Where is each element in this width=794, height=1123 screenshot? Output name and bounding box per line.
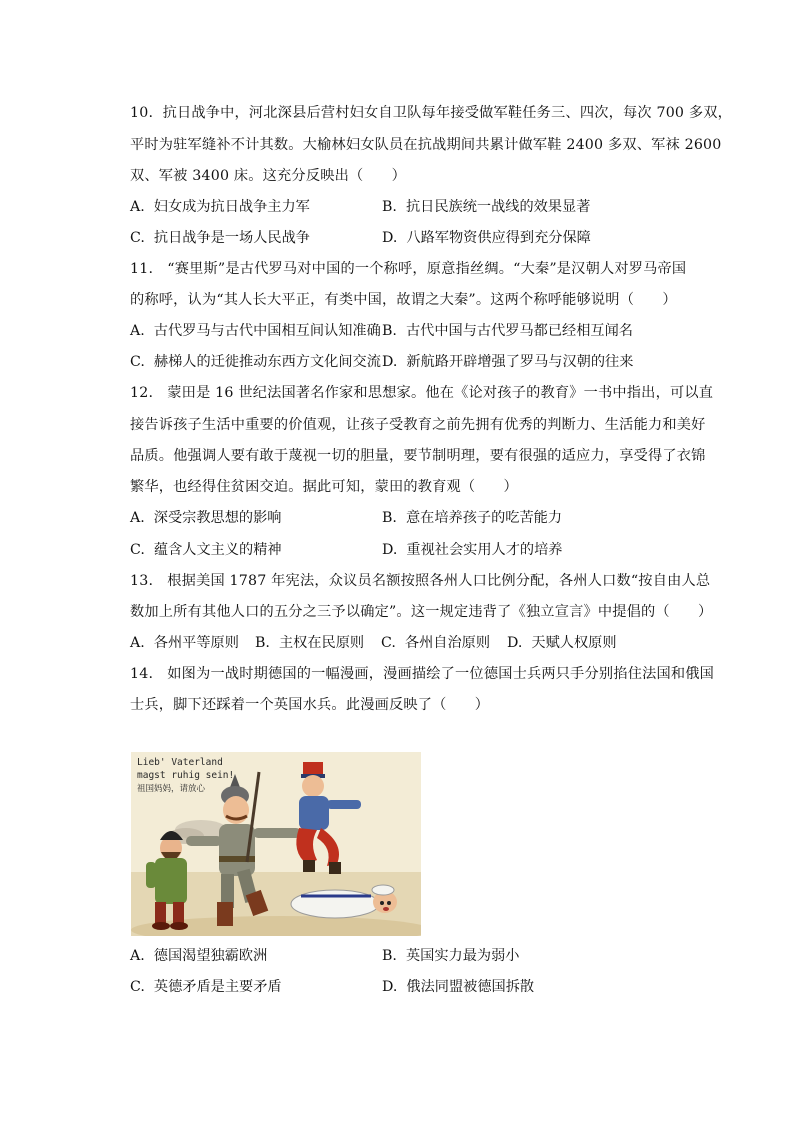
q14-line-2: 士兵，脚下还踩着一个英国水兵。此漫画反映了（ ） — [130, 697, 490, 713]
caption-line-3: 祖国妈妈，请放心 — [137, 784, 206, 794]
q11-line-1: 11. “赛里斯”是古代罗马对中国的一个称呼，原意指丝绸。“大秦”是汉朝人对罗马帝国 — [130, 261, 687, 277]
q10-option-c[interactable]: C. 抗日战争是一场人民战争 — [130, 230, 310, 246]
q11-option-d[interactable]: D. 新航路开辟增强了罗马与汉朝的往来 — [382, 354, 634, 370]
q10-line-1: 10. 抗日战争中，河北深县后营村妇女自卫队每年接受做军鞋任务三、四次，每次 700 多双， — [130, 105, 733, 121]
q12-line-3: 品质。他强调人要有敢于蔑视一切的胆量，要节制明理，要有很强的适应力，享受得了衣锦 — [130, 448, 706, 464]
caption-line-1: Lieb' Vaterland — [137, 757, 223, 768]
q11-line-2: 的称呼，认为“其人长大平正，有类中国，故谓之大秦”。这两个称呼能够说明（ ） — [130, 292, 677, 308]
q13-option-d[interactable]: D. 天赋人权原则 — [507, 635, 617, 651]
caption-line-2: magst ruhig sein! — [137, 770, 235, 781]
q12-option-b[interactable]: B. 意在培养孩子的吃苦能力 — [382, 510, 563, 526]
q13-option-b[interactable]: B. 主权在民原则 — [255, 635, 365, 651]
q11-option-b[interactable]: B. 古代中国与古代罗马都已经相互闻名 — [382, 323, 633, 339]
ww1-german-cartoon — [131, 752, 421, 936]
q10-option-d[interactable]: D. 八路军物资供应得到充分保障 — [382, 230, 591, 246]
q12-line-2: 接告诉孩子生活中重要的价值观，让孩子受教育之前先拥有优秀的判断力、生活能力和美好 — [130, 417, 706, 433]
q13-option-a[interactable]: A. 各州平等原则 — [130, 635, 239, 651]
q13-option-c[interactable]: C. 各州自治原则 — [381, 635, 491, 651]
q14-option-d[interactable]: D. 俄法同盟被德国拆散 — [382, 979, 535, 995]
q14-option-c[interactable]: C. 英德矛盾是主要矛盾 — [130, 979, 282, 995]
q12-option-a[interactable]: A. 深受宗教思想的影响 — [130, 510, 282, 526]
q11-option-a[interactable]: A. 古代罗马与古代中国相互间认知准确 — [130, 323, 381, 339]
q14-line-1: 14. 如图为一战时期德国的一幅漫画，漫画描绘了一位德国士兵两只手分别掐住法国和俄国 — [130, 666, 715, 682]
q10-line-2: 平时为驻军缝补不计其数。大榆林妇女队员在抗战期间共累计做军鞋 2400 多双、军袜 2600 — [130, 137, 722, 153]
q13-line-1: 13. 根据美国 1787 年宪法，众议员名额按照各州人口比例分配，各州人口数“按自由人总 — [130, 573, 711, 589]
q12-option-c[interactable]: C. 蕴含人文主义的精神 — [130, 542, 282, 558]
q12-line-4: 繁华，也经得住贫困交迫。据此可知，蒙田的教育观（ ） — [130, 479, 518, 495]
q10-option-b[interactable]: B. 抗日民族统一战线的效果显著 — [382, 199, 591, 215]
q10-line-3: 双、军被 3400 床。这充分反映出（ ） — [130, 168, 407, 184]
q13-line-2: 数加上所有其他人口的五分之三予以确定”。这一规定违背了《独立宣言》中提倡的（ ） — [130, 604, 713, 620]
q11-option-c[interactable]: C. 赫梯人的迁徙推动东西方文化间交流 — [130, 354, 381, 370]
q12-line-1: 12. 蒙田是 16 世纪法国著名作家和思想家。他在《论对孩子的教育》一书中指出，可以直 — [130, 385, 714, 401]
q12-option-d[interactable]: D. 重视社会实用人才的培养 — [382, 542, 563, 558]
q10-option-a[interactable]: A. 妇女成为抗日战争主力军 — [130, 199, 310, 215]
q14-option-a[interactable]: A. 德国渴望独霸欧洲 — [130, 948, 268, 964]
q14-option-b[interactable]: B. 英国实力最为弱小 — [382, 948, 520, 964]
